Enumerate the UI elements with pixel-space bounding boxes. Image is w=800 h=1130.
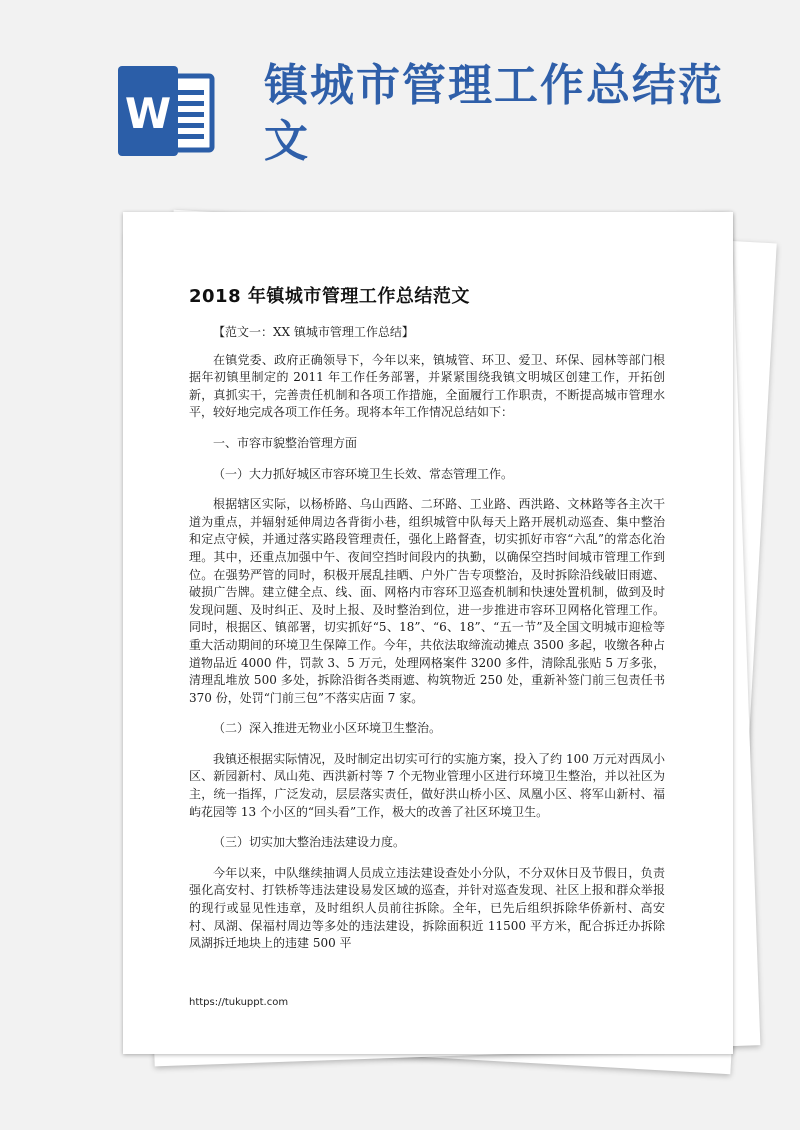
word-document-icon bbox=[118, 66, 218, 156]
document-title: 2018 年镇城市管理工作总结范文 bbox=[189, 286, 470, 307]
document-body bbox=[189, 324, 665, 953]
footer-url: https://tukuppt.com bbox=[189, 997, 289, 1008]
document-page bbox=[123, 212, 733, 1054]
body-paragraph: 根据辖区实际，以杨桥路、乌山西路、二环路、工业路、西洪路、文林路等各主次干道为重点，并辐射延伸周边各背街小巷，组织城管中队每天上路开展机动巡查、集中整治和定点守候，并通过落实路段管理责任，强化上路督查，切实抓好市容“六乱”的常态化治理。其中，还重点加强中午、夜间空挡时间段内的执勤，以确保空挡时间城市管理工作到位。在强势严管的同时，积极开展乱挂晒、户外广告专项整治，及时拆除沿线破旧雨遮、破损广告牌。建立健全点、线、面、网格内市容环卫巡查机制和快速处置机制，做到及时发现问题、及时纠正、及时上报、及时整治到位，进一步推进市容环卫网格化管理工作。同时，根据区、镇部署，切实抓好“5、18”、“6、18”、“五一节”及全国文明城市迎检等重大活动期间的环境卫生保障工作。今年，共依法取缔流动摊点 3500 多起，收缴各种占道物品近 4000 件，罚款 3、5 万元，处理网格案件 3200 多件，清除乱张贴 5 万多张，清理乱堆放 500 多处，拆除沿街各类雨遮、构筑物近 250 处，重新补签门前三包责任书 370 份，处罚“门前三包”不落实店面 7 家。 bbox=[189, 497, 665, 705]
subsection-heading: （二）深入推进无物业小区环境卫生整治。 bbox=[213, 721, 442, 736]
body-paragraph: 我镇还根据实际情况，及时制定出切实可行的实施方案，投入了约 100 万元对西凤小区、新园新村、凤山苑、西洪新村等 7 个无物业管理小区进行环境卫生整治，并以社区为主，统一指挥，广泛发动，层层落实责任，做好洪山桥小区、凤凰小区、将军山新村、福屿花园等 13 个小区的“回头看”工作，极大的改善了社区环境卫生。 bbox=[189, 751, 665, 819]
page-title: 镇城市管理工作总结范文 bbox=[264, 60, 724, 167]
section-heading: 【范文一：XX 镇城市管理工作总结】 bbox=[213, 325, 414, 339]
subsection-heading: （一）大力抓好城区市容环境卫生长效、常态管理工作。 bbox=[213, 466, 514, 481]
body-paragraph: 在镇党委、政府正确领导下，今年以来，镇城管、环卫、爱卫、环保、园林等部门根据年初镇里制定的 2011 年工作任务部署，并紧紧围绕我镇文明城区创建工作，开拓创新，真抓实干，完善责任机制和各项工作措施，全面履行工作职责，不断提高城市管理水平，较好地完成各项工作任务。现将本年工作情况总结如下： bbox=[189, 352, 665, 420]
section-heading: 一、市容市貌整治管理方面 bbox=[213, 435, 358, 450]
word-icon-letter: W bbox=[124, 89, 172, 138]
subsection-heading: （三）切实加大整治违法建设力度。 bbox=[213, 835, 406, 850]
body-paragraph: 今年以来，中队继续抽调人员成立违法建设查处小分队，不分双休日及节假日，负责强化高安村、打铁桥等违法建设易发区域的巡查，并针对巡查发现、社区上报和群众举报的现行或显见性违章，及时组织人员前往拆除。全年，已先后组织拆除华侨新村、高安村、凤湖、保福村周边等多处的违法建设，拆除面积近 11500 平方米，配合拆迁办拆除凤湖拆迁地块上的违建 500 平 bbox=[189, 865, 665, 951]
